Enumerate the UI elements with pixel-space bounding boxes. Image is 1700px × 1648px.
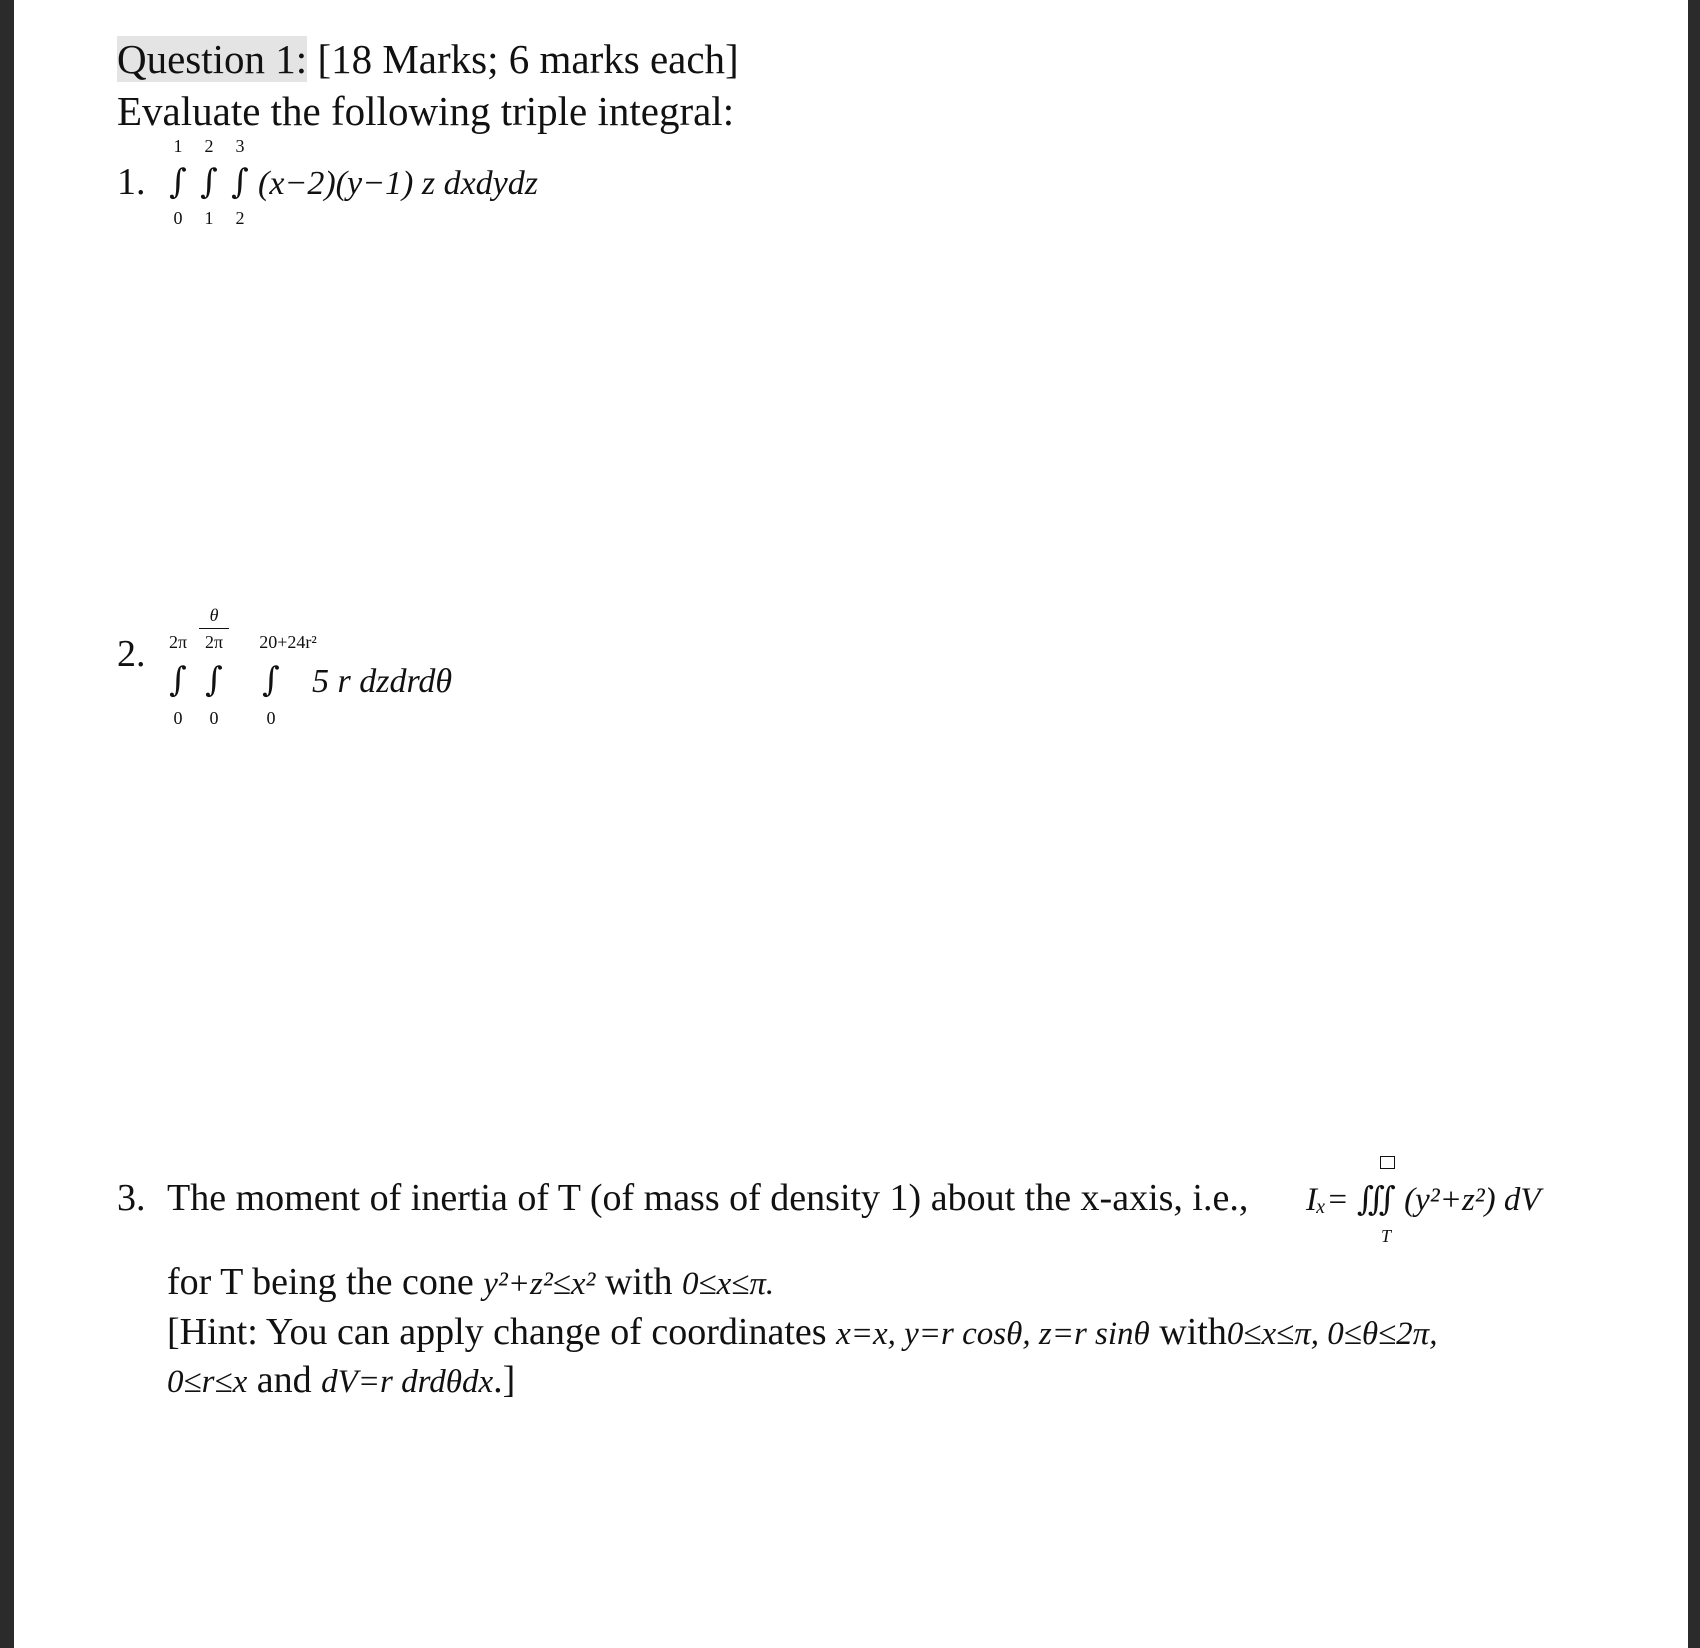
q3-x-range: 0≤x≤π.: [682, 1266, 775, 1302]
right-window-edge: [1688, 0, 1700, 1648]
q2-integral-sign-2: ∫: [205, 660, 223, 700]
q2-upper-limit-2: 2π: [204, 632, 224, 652]
q2-number: 2.: [117, 633, 146, 675]
q3-cone-inequality: y²+z²≤x²: [483, 1266, 596, 1302]
q3-hint-text: [Hint: You can apply change of coordinates: [167, 1311, 827, 1353]
q1-lower-limit-3: 2: [235, 208, 245, 228]
q2-integral-sign-3: ∫: [262, 660, 280, 700]
q3-triple-integral-upper-box: [1380, 1156, 1395, 1169]
q3-number: 3.: [117, 1177, 146, 1219]
q3-ix-formula: Iₓ= ∭ (y²+z²) dV: [1306, 1182, 1541, 1218]
q2-lower-limit-2: 0: [209, 708, 219, 728]
question-marks: [18 Marks; 6 marks each]: [317, 36, 739, 82]
q3-r-range: 0≤r≤x: [167, 1364, 248, 1400]
q3-hint-line1: [167, 1308, 1437, 1356]
q3-line2: [167, 1258, 774, 1306]
q1-upper-limit-1: 1: [173, 136, 183, 156]
q1-lower-limit-1: 0: [173, 208, 183, 228]
q1-integral-sign-2: ∫: [200, 162, 218, 202]
q1-upper-limit-2: 2: [204, 136, 214, 156]
q3-hint-close: .]: [493, 1359, 516, 1401]
q3-line2-with: with: [604, 1261, 673, 1303]
q2-lower-limit-1: 0: [173, 708, 183, 728]
q3-hint-ranges: 0≤x≤π, 0≤θ≤2π,: [1226, 1316, 1438, 1352]
left-window-edge: [0, 0, 14, 1648]
q3-hint-line2: [167, 1356, 515, 1404]
q3-hint-and: and: [256, 1359, 312, 1401]
q2-fraction-bar: [199, 628, 229, 629]
q2-upper-limit-3: 20+24r²: [259, 632, 317, 652]
q3-triple-integral-lower: T: [1381, 1226, 1392, 1246]
q3-hint-coordinates: x=x, y=r cosθ, z=r sinθ: [836, 1316, 1150, 1352]
q2-inner-upper-numerator: θ: [209, 605, 219, 625]
q1-upper-limit-3: 3: [235, 136, 245, 156]
instructions: Evaluate the following triple integral:: [117, 88, 735, 134]
q1-integrand: (x−2)(y−1) z dxdydz: [258, 165, 539, 202]
q3-line2-prefix: for T being the cone: [167, 1261, 474, 1303]
q2-lower-limit-3: 0: [266, 708, 276, 728]
q3-dv-formula: dV=r drdθdx: [321, 1364, 494, 1400]
question-label: Question 1:: [117, 36, 308, 82]
q3-line1-text: The moment of inertia of T (of mass of density 1) about the x-axis, i.e.,: [167, 1177, 1249, 1219]
q3-hint-with: with: [1159, 1311, 1227, 1353]
q1-lower-limit-2: 1: [204, 208, 214, 228]
q2-integral-sign-1: ∫: [169, 660, 187, 700]
q2-integrand: 5 r dzdrdθ: [312, 663, 453, 700]
q2-upper-limit-1: 2π: [168, 632, 188, 652]
question-heading: [117, 34, 739, 84]
q1-number: 1.: [117, 161, 146, 203]
q1-integral-sign-1: ∫: [169, 162, 187, 202]
q1-integral-sign-3: ∫: [231, 162, 249, 202]
